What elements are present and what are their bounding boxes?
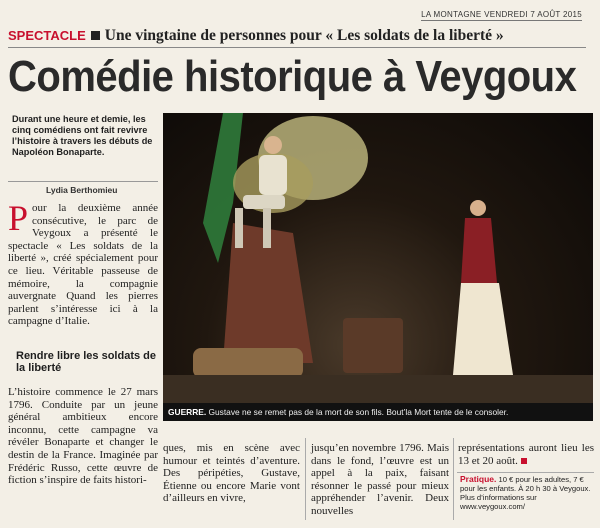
body-column-3: jusqu’en novembre 1796. Mais dans le fond, l’œuvre est un appel à la paix, faisant résonner le passé pour mieux appréhender l’avenir. Deux nouvelles — [311, 442, 449, 517]
square-bullet-icon — [91, 31, 100, 40]
lead-text: our la deuxième année consécutive, le parc de Veygoux a présenté le spectacle « Les soldats de la liberté », créé spécialement pour ce lieu. Véritable passeuse de mémoire, la compagnie auvergnate Quand les pierres parlent s’intéresse ici à la campagne d’Italie. — [8, 202, 158, 328]
lead-paragraph — [8, 198, 158, 328]
body-column-2: ques, mis en scène avec humour et teintés d’aventure. Des péripéties, Gustave, Étienne ou encore Marie vont d’ailleurs en vivre, — [163, 442, 300, 505]
photo-caption — [163, 403, 593, 421]
practical-label: Pratique. — [460, 474, 497, 484]
caption-text: Gustave ne se remet pas de la mort de son fils. Bout’la Mort tente de le consoler. — [208, 407, 509, 417]
body-column-1: L’histoire commence le 27 mars 1796. Conduite par un jeune général ambitieux encore inconnu, cette campagne va révéler Bonaparte et changer le destin de la France. Imaginée par Frédéric Russo, cette œuvre de fiction s’inspire de faits histori- — [8, 386, 158, 487]
actor-head — [264, 136, 282, 154]
end-mark-icon — [521, 458, 527, 464]
headline: Comédie historique à Veygoux — [8, 53, 577, 101]
subhead: Rendre libre les soldats de la liberté — [16, 350, 156, 374]
kicker: Une vingtaine de personnes pour « Les soldats de la liberté » — [104, 27, 504, 44]
practical-info — [460, 475, 595, 511]
stage-photo — [163, 113, 593, 403]
practical-text: 10 € pour les adultes, 7 € pour les enfants. À 20 h 30 à Veygoux. Plus d’informations sur www.veygoux.com/ — [460, 475, 591, 511]
masthead: LA MONTAGNE VENDREDI 7 AOÛT 2015 — [421, 10, 582, 19]
rubric-label: SPECTACLE — [8, 28, 86, 43]
actor-body — [259, 155, 287, 195]
caption-label: GUERRE. — [168, 407, 207, 417]
body-column-4 — [458, 442, 594, 467]
actress-head — [470, 200, 486, 216]
column-divider — [453, 438, 454, 520]
barrel — [343, 318, 403, 373]
byline: Lydia Berthomieu — [46, 185, 118, 195]
stage-photo-illustration — [163, 113, 593, 403]
actress-jacket — [461, 218, 497, 283]
column-4-text: représentations auront lieu les 13 et 20 août. — [458, 442, 594, 467]
divider — [8, 181, 158, 182]
hay-bale — [193, 348, 303, 378]
chapo: Durant une heure et demie, les cinq comédiens ont fait revivre l’histoire à travers les débuts de Napoléon Bonaparte. — [12, 114, 153, 157]
divider — [8, 47, 586, 48]
drop-cap: P — [8, 198, 29, 238]
rubric-row — [8, 27, 504, 45]
divider — [457, 472, 594, 473]
column-divider — [305, 438, 306, 520]
actress-skirt — [453, 283, 513, 375]
